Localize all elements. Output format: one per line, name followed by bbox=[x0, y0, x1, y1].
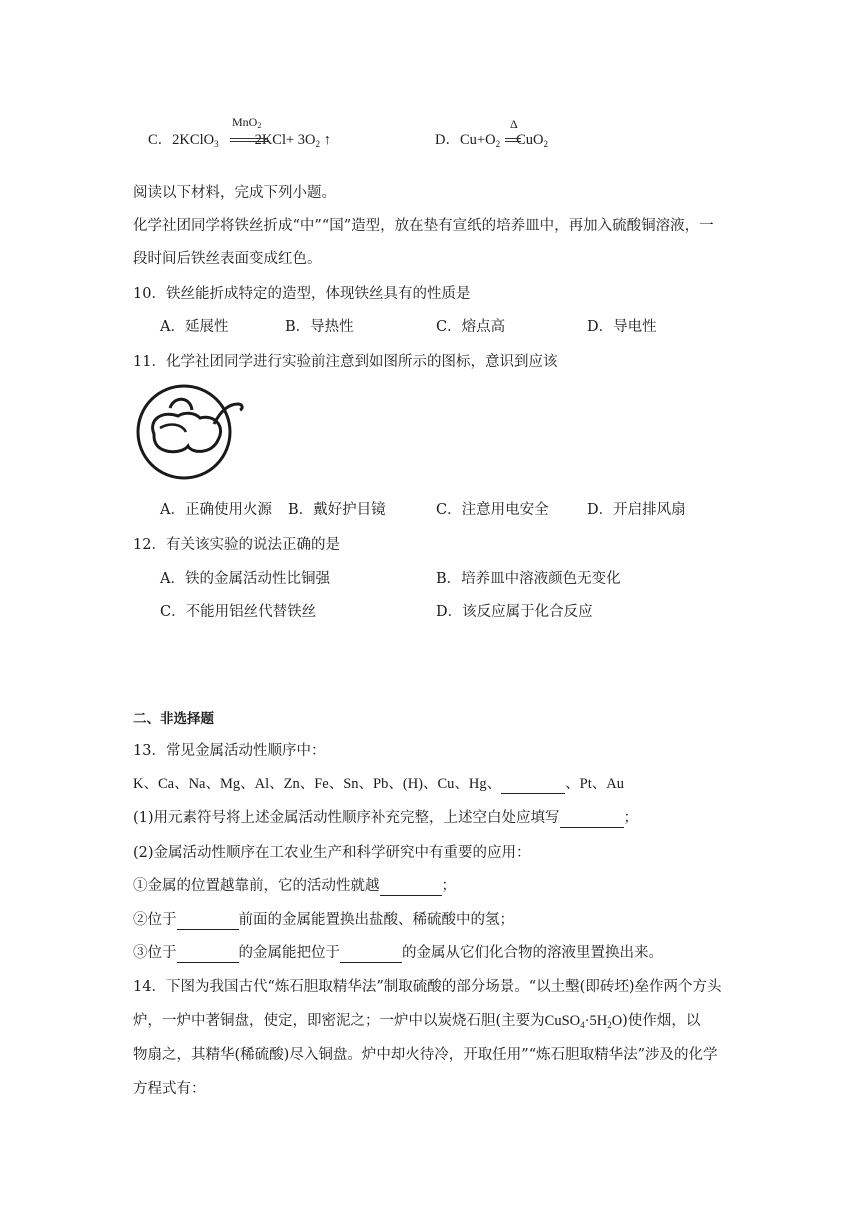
material-text-line1: 化学社团同学将铁丝折成“中”“国”造型，放在垫有宣纸的培养皿中，再加入硫酸铜溶液，一 bbox=[133, 218, 714, 234]
q13-series-blank bbox=[501, 778, 565, 794]
q13-rule3-blank2 bbox=[340, 947, 402, 963]
q11-option-c: C．注意用电安全 bbox=[436, 502, 549, 518]
q11-option-b: B．戴好护目镜 bbox=[288, 502, 386, 518]
q10-option-a: A．延展性 bbox=[160, 319, 229, 335]
q13-rule3: ③位于 的金属能把位于 的金属从它们化合物的溶液里置换出来。 bbox=[133, 945, 663, 961]
q12-option-c: C．不能用铝丝代替铁丝 bbox=[160, 604, 317, 620]
q11-stem: 11．化学社团同学进行实验前注意到如图所示的图标，意识到应该 bbox=[133, 354, 558, 370]
q13-activity-series: K、Ca、Na、Mg、Al、Zn、Fe、Sn、Pb、(H)、Cu、Hg、 、Pt、Au bbox=[133, 776, 624, 792]
q13-part1: (1)用元素符号将上述金属活动性顺序补充完整，上述空白处应填写 ； bbox=[133, 810, 639, 826]
q9-d-equals-bottom bbox=[505, 141, 521, 142]
q9-d-equals-top bbox=[505, 138, 521, 139]
q14-line3: 物扇之，其精华(稀硫酸)尽入铜盘。炉中却火待冷，开取任用”“炼石胆取精华法”涉及的化学 bbox=[133, 1047, 718, 1063]
q12-stem: 12．有关该实验的说法正确的是 bbox=[133, 537, 340, 553]
q9-c-equals-bottom bbox=[230, 141, 268, 142]
q10-option-c: C．熔点高 bbox=[436, 319, 506, 335]
q11-option-a: A．正确使用火源 bbox=[160, 502, 272, 518]
q13-rule1-blank bbox=[380, 880, 442, 896]
q13-part1-blank bbox=[560, 812, 624, 828]
q14-line4: 方程式有： bbox=[133, 1081, 206, 1097]
q9-option-d: D．$Cu+O_2$ CuO$_2$ bbox=[435, 132, 548, 149]
q14-formula: $CuSO_4\cdot 5H_2O$ bbox=[544, 1013, 623, 1030]
q11-option-d: D．开启排风扇 bbox=[587, 502, 686, 518]
q13-rule2: ②位于 前面的金属能置换出盐酸、稀硫酸中的氢； bbox=[133, 912, 514, 928]
q12-option-b: B．培养皿中溶液颜色无变化 bbox=[436, 571, 621, 587]
q13-rule3-blank1 bbox=[177, 947, 239, 963]
q12-option-d: D．该反应属于化合反应 bbox=[436, 604, 593, 620]
material-text-line2: 段时间后铁丝表面变成红色。 bbox=[133, 251, 322, 267]
safety-goggles-icon bbox=[130, 384, 245, 480]
q14-line1: 14．下图为我国古代“炼石胆取精华法”制取硫酸的部分场景。“以土墼(即砖坯)垒作两个方头 bbox=[133, 979, 722, 995]
q13-rule1: ①金属的位置越靠前，它的活动性就越 ； bbox=[133, 878, 456, 894]
q13-stem: 13．常见金属活动性顺序中： bbox=[133, 743, 326, 759]
q14-line2: 炉，一炉中著铜盘，使定，即密泥之；一炉中以炭烧石胆(主要为$CuSO_4\cdot 5H_2O$)使作烟，以 bbox=[133, 1013, 701, 1030]
q9-d-heat-symbol: Δ bbox=[510, 117, 518, 131]
q10-stem: 10．铁丝能折成特定的造型，体现铁丝具有的性质是 bbox=[133, 286, 471, 302]
q12-option-a: A．铁的金属活动性比铜强 bbox=[160, 571, 330, 587]
section-title: 二、非选择题 bbox=[133, 711, 214, 727]
q9-c-equals-top bbox=[230, 138, 268, 139]
q13-rule2-blank bbox=[177, 914, 239, 930]
q9-c-catalyst: MnO2 bbox=[232, 115, 262, 130]
q10-option-b: B．导热性 bbox=[285, 319, 354, 335]
material-intro: 阅读以下材料，完成下列小题。 bbox=[133, 185, 336, 201]
q10-option-d: D．导电性 bbox=[587, 319, 657, 335]
q13-part2: (2)金属活动性顺序在工农业生产和科学研究中有重要的应用： bbox=[133, 845, 531, 861]
q9-option-c: C．2KClO$_3$ $2KCl+ 3O_2$ ↑ bbox=[148, 132, 331, 149]
